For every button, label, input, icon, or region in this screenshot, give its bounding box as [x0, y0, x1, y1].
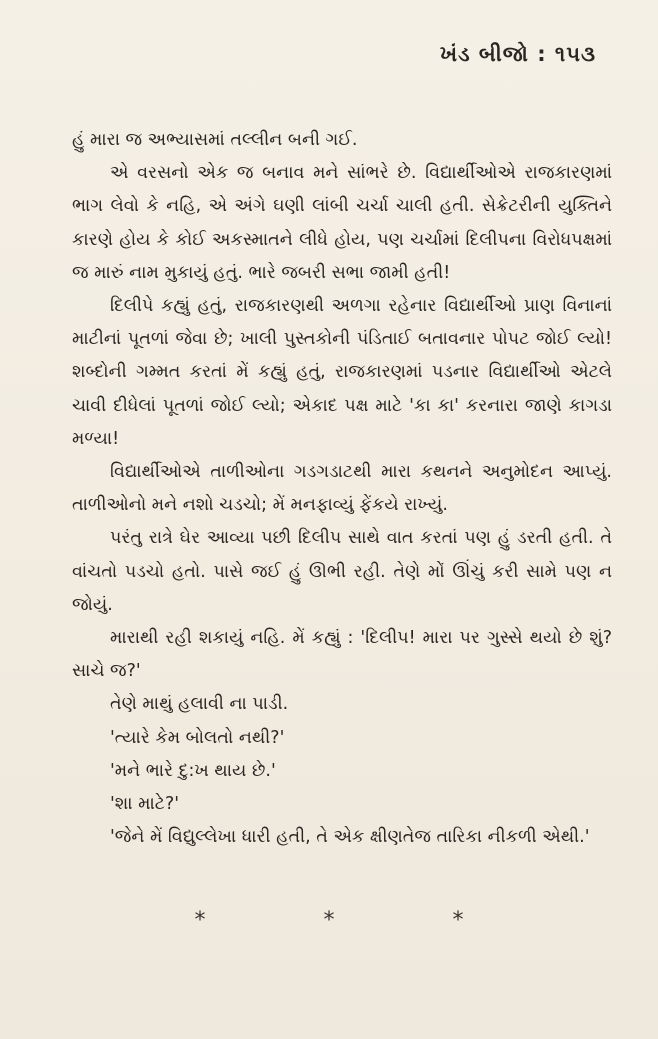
paragraph: 'શા માટે?' [110, 794, 180, 815]
section-separator [0, 908, 658, 933]
paragraph: 'જેને મેં વિદ્યુલ્લેખા ધારી હતી, તે એક ક્ષીણતેજ તારિકા નીકળી એથી.' [110, 827, 590, 848]
paragraph: મારાથી રહી શકાયું નહિ. મેં કહ્યું : 'દિલીપ! મારા પર ગુસ્સે થયો છે શું? સાચે જ?' [72, 628, 612, 682]
paragraph: હું મારા જ અભ્યાસમાં તલ્લીન બની ગઈ. [72, 130, 358, 150]
paragraph: દિલીપે કહ્યું હતું, રાજકારણથી અળગા રહેનાર વિદ્યાર્થીઓ પ્રાણ વિનાનાં માટીનાં પૂતળાં જેવા છે; ખાલી પુસ્તકોની પંડિતાઈ બતાવનાર પોપટ જોઈ લ્યો! શબ્દોની ગમ્મત કરતાં મેં કહ્યું હતું, રાજકારણમાં પડનાર વિદ્યાર્થીઓ એટલે ચાવી દીધેલાં પૂતળાં જોઈ લ્યો; એકાદ પક્ષ માટે 'કા કા' કરનારા જાણે કાગડા મળ્યા! [72, 296, 612, 449]
page-header: ખંડ બીજો : ૧૫૩ [439, 42, 596, 66]
separator-star: * [452, 908, 464, 933]
paragraph: 'ત્યારે કેમ બોલતો નથી?' [110, 727, 285, 748]
paragraph: પરંતુ રાત્રે ઘેર આવ્યા પછી દિલીપ સાથે વાત કરતાં પણ હું ડરતી હતી. તે વાંચતો પડચો હતો. પાસે જઈ હું ઊભી રહી. તેણે મોં ઊંચું કરી સામે પણ ન જોયું. [72, 528, 612, 615]
paragraph: 'મને ભારે દુ:ખ થાય છે.' [110, 760, 276, 781]
paragraph: એ વરસનો એક જ બનાવ મને સાંભરે છે. વિદ્યાર્થીઓએ રાજકારણમાં ભાગ લેવો કે નહિ, એ અંગે ઘણી લાંબી ચર્ચા ચાલી હતી. સેક્રેટરીની યુક્તિને કારણે હોય કે કોઈ અકસ્માતને લીધે હોય, પણ ચર્ચામાં દિલીપના વિરોધપક્ષમાં જ મારું નામ મુકાયું હતું. ભારે જબરી સભા જામી હતી! [72, 163, 612, 283]
paragraph: વિદ્યાર્થીઓએ તાળીઓના ગડગડાટથી મારા કથનને અનુમોદન આપ્યું. તાળીઓનો મને નશો ચડચો; મેં મનફાવ્યું ફેંકયે રાખ્યું. [72, 462, 612, 516]
separator-star: * [323, 908, 335, 933]
body-text [72, 124, 612, 854]
separator-star: * [194, 908, 206, 933]
paragraph: તેણે માથું હલાવી ના પાડી. [110, 694, 289, 715]
